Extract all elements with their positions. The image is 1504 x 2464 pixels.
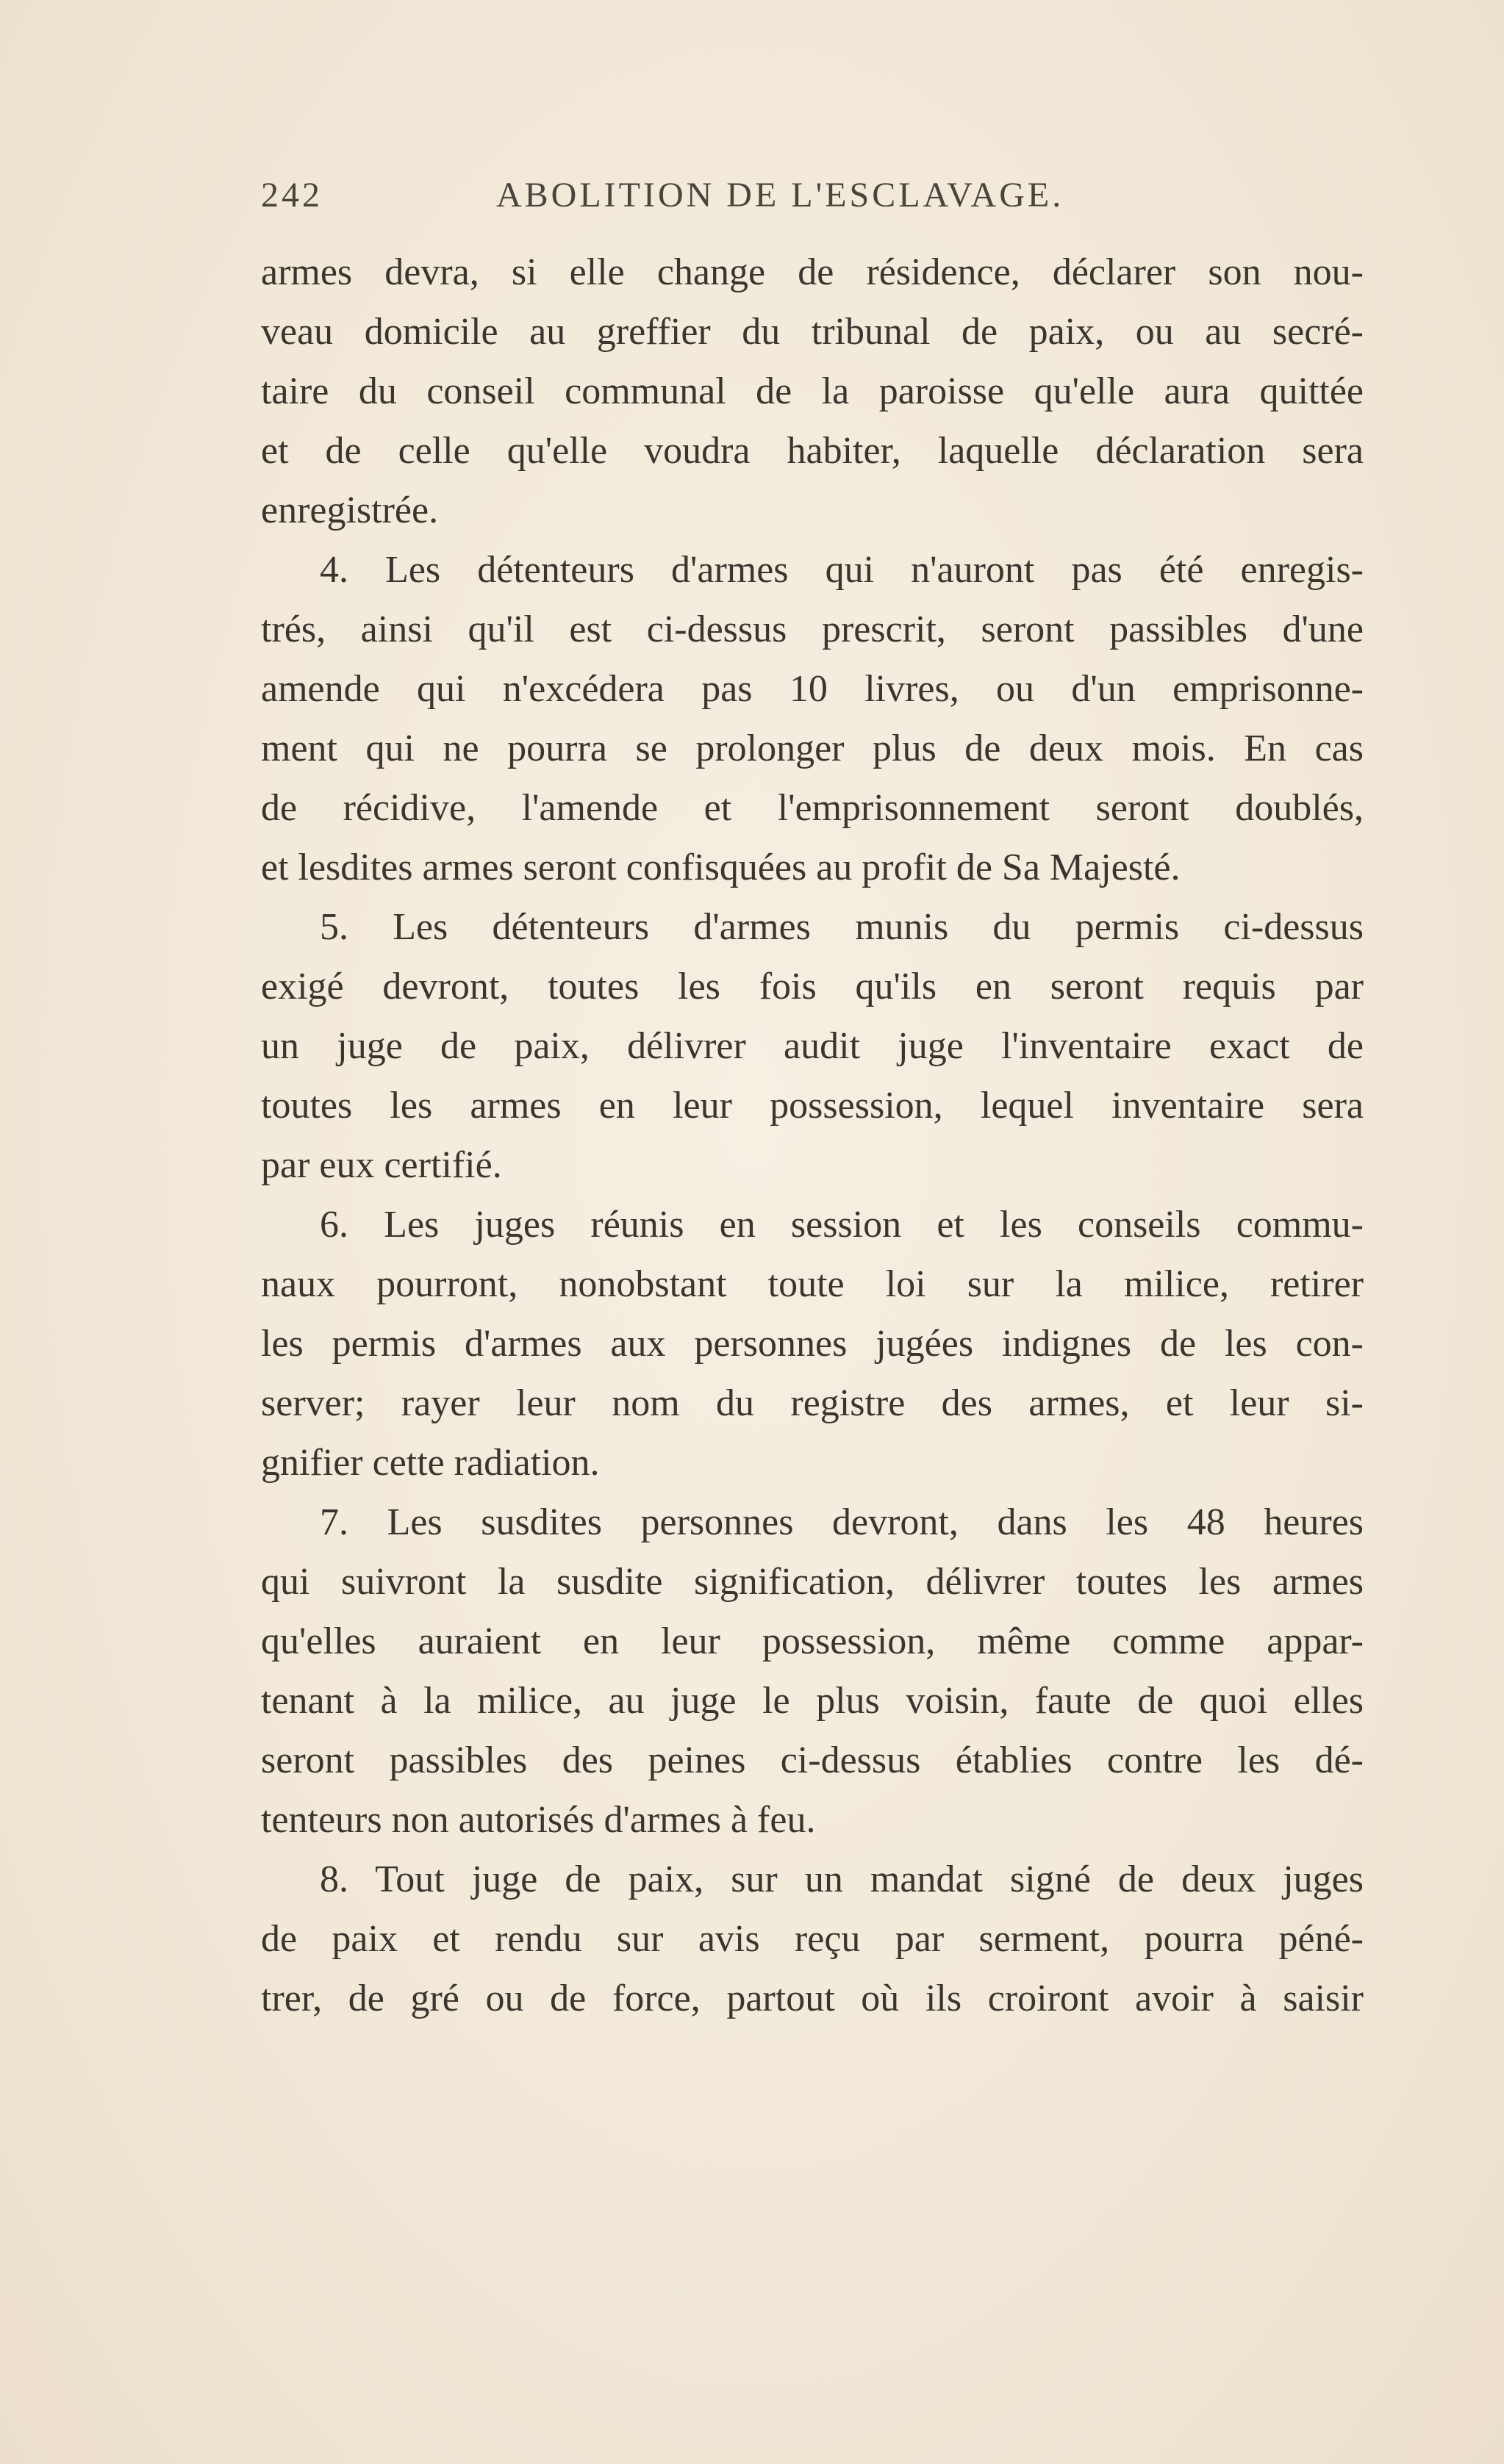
text-line: veau domicile au greffier du tribunal de paix, ou au secré- (261, 311, 1364, 353)
text-line: toutes les armes en leur possession, lequel inventaire sera (261, 1085, 1364, 1127)
article-4-start: 4. Les détenteurs d'armes qui n'auront pas été enregis- (320, 549, 1364, 591)
text-line: les permis d'armes aux personnes jugées indignes de les con- (261, 1323, 1364, 1365)
text-line: enregistrée. (261, 489, 439, 531)
text-line: de paix et rendu sur avis reçu par serment, pourra péné- (261, 1918, 1364, 1960)
text-line: taire du conseil communal de la paroisse qu'elle aura quittée (261, 370, 1364, 412)
body-text (261, 243, 1364, 2028)
text-line: naux pourront, nonobstant toute loi sur la milice, retirer (261, 1263, 1364, 1305)
text-line: trer, de gré ou de force, partout où ils croiront avoir à saisir (261, 1978, 1364, 2019)
text-line: server; rayer leur nom du registre des armes, et leur si- (261, 1382, 1364, 1424)
text-line: et lesdites armes seront confisquées au profit de Sa Majesté. (261, 847, 1181, 888)
text-line: et de celle qu'elle voudra habiter, laquelle déclaration sera (261, 430, 1364, 472)
text-line: armes devra, si elle change de résidence, déclarer son nou- (261, 251, 1364, 293)
text-line: de récidive, l'amende et l'emprisonnement seront doublés, (261, 787, 1364, 829)
text-line: gnifier cette radiation. (261, 1442, 600, 1484)
text-line: qui suivront la susdite signification, délivrer toutes les armes (261, 1561, 1364, 1603)
text-line: amende qui n'excédera pas 10 livres, ou d'un emprisonne- (261, 668, 1364, 710)
text-line: par eux certifié. (261, 1144, 502, 1186)
text-line: ment qui ne pourra se prolonger plus de deux mois. En cas (261, 728, 1364, 769)
text-line: tenteurs non autorisés d'armes à feu. (261, 1799, 816, 1841)
article-6-start: 6. Les juges réunis en session et les conseils commu- (320, 1204, 1364, 1246)
text-line: exigé devront, toutes les fois qu'ils en seront requis par (261, 966, 1364, 1007)
text-line: qu'elles auraient en leur possession, même comme appar- (261, 1620, 1364, 1662)
article-7-start: 7. Les susdites personnes devront, dans les 48 heures (320, 1501, 1364, 1543)
article-8-start: 8. Tout juge de paix, sur un mandat signé de deux juges (320, 1858, 1364, 1900)
running-title: ABOLITION DE L'ESCLAVAGE. (496, 176, 1064, 215)
text-line: seront passibles des peines ci-dessus établies contre les dé- (261, 1739, 1364, 1781)
page-number: 242 (261, 176, 323, 215)
text-line: trés, ainsi qu'il est ci-dessus prescrit, seront passibles d'une (261, 608, 1364, 650)
text-line: un juge de paix, délivrer audit juge l'inventaire exact de (261, 1025, 1364, 1067)
text-line: tenant à la milice, au juge le plus voisin, faute de quoi elles (261, 1680, 1364, 1722)
page-header (261, 175, 1364, 226)
article-5-start: 5. Les détenteurs d'armes munis du permis ci-dessus (320, 906, 1364, 948)
